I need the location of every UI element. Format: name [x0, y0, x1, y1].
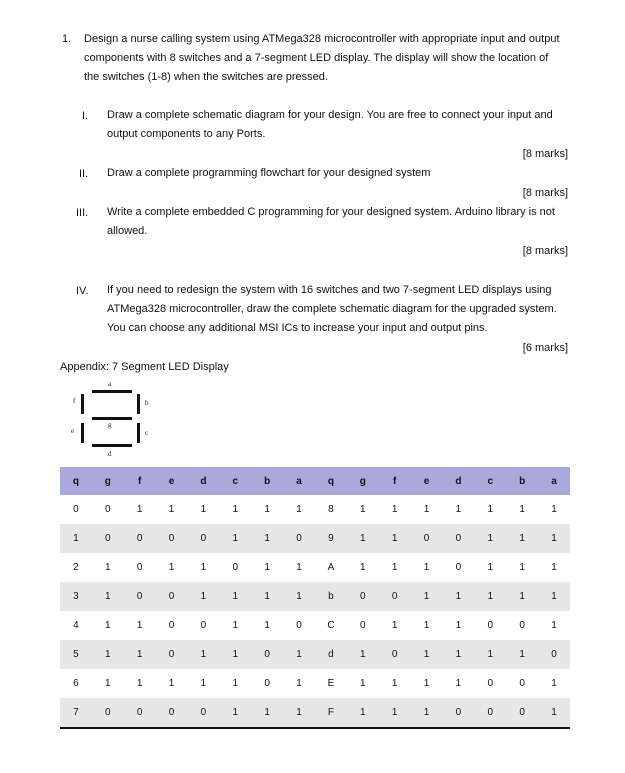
header-a-right: a — [538, 467, 570, 495]
part-iv-line-1: If you need to redesign the system with 16 switches and two 7-segment LED displays using — [107, 284, 552, 296]
table-cell: 1 — [474, 553, 506, 582]
table-cell: 1 — [538, 698, 570, 728]
table-cell: 2 — [60, 553, 92, 582]
table-cell: 0 — [283, 524, 315, 553]
table-cell: 1 — [411, 553, 443, 582]
table-cell: 7 — [60, 698, 92, 728]
appendix-title: Appendix: 7 Segment LED Display — [60, 361, 229, 373]
seven-segment-diagram — [60, 380, 170, 460]
table-cell: 1 — [411, 640, 443, 669]
header-e-right: e — [411, 467, 443, 495]
table-cell: 1 — [219, 640, 251, 669]
question-line-2: components with 8 switches and a 7-segment LED display. The display will show the location of — [84, 52, 549, 64]
header-c-left: c — [219, 467, 251, 495]
header-a-left: a — [283, 467, 315, 495]
part-iii-numeral: III. — [76, 207, 89, 219]
table-cell: F — [315, 698, 347, 728]
table-cell: 1 — [251, 698, 283, 728]
table-cell: 1 — [219, 524, 251, 553]
table-cell: 1 — [92, 669, 124, 698]
table-cell: 0 — [474, 669, 506, 698]
question-line-3: the switches (1-8) when the switches are pressed. — [84, 71, 328, 83]
table-cell: 0 — [124, 582, 156, 611]
table-cell: d — [315, 640, 347, 669]
table-cell: 1 — [443, 495, 475, 524]
header-g-left: g — [92, 467, 124, 495]
table-cell: 1 — [92, 553, 124, 582]
part-iv-line-2: ATMega328 microcontroller, draw the complete schematic diagram for the upgraded system. — [107, 303, 557, 315]
header-q-right: q — [315, 467, 347, 495]
part-iv-line-3: You can choose any additional MSI ICs to increase your input and output pins. — [107, 322, 488, 334]
table-row — [60, 611, 570, 640]
table-cell: 8 — [315, 495, 347, 524]
table-cell: 0 — [92, 495, 124, 524]
table-cell: 1 — [347, 669, 379, 698]
table-cell: 1 — [219, 495, 251, 524]
segment-label-f: f — [73, 397, 76, 405]
part-i-line-1: Draw a complete schematic diagram for your design. You are free to connect your input and — [107, 109, 553, 121]
table-cell: 0 — [156, 698, 188, 728]
part-i-marks: [8 marks] — [522, 148, 568, 160]
table-row — [60, 553, 570, 582]
table-cell: 1 — [283, 553, 315, 582]
part-i-numeral: I. — [82, 110, 89, 122]
part-i-line-2: output components to any Ports. — [107, 128, 266, 140]
seven-segment-truth-table — [60, 467, 570, 729]
table-cell: 1 — [251, 611, 283, 640]
table-cell: 9 — [315, 524, 347, 553]
segment-a — [92, 390, 132, 393]
table-cell: 1 — [538, 553, 570, 582]
table-cell: 0 — [92, 524, 124, 553]
table-cell: 1 — [92, 582, 124, 611]
table-cell: 0 — [443, 553, 475, 582]
table-cell: 1 — [188, 495, 220, 524]
table-cell: 5 — [60, 640, 92, 669]
table-cell: 1 — [283, 495, 315, 524]
table-cell: 0 — [156, 611, 188, 640]
table-cell: 1 — [124, 611, 156, 640]
header-q-left: q — [60, 467, 92, 495]
table-cell: 1 — [506, 495, 538, 524]
part-ii-marks: [8 marks] — [522, 187, 568, 199]
table-cell: 0 — [283, 611, 315, 640]
table-cell: 0 — [188, 698, 220, 728]
table-cell: A — [315, 553, 347, 582]
table-cell: 1 — [283, 582, 315, 611]
table-cell: 1 — [219, 582, 251, 611]
segment-d — [92, 444, 132, 447]
table-cell: 1 — [156, 495, 188, 524]
table-cell: 0 — [474, 611, 506, 640]
table-cell: 1 — [188, 640, 220, 669]
table-cell: 1 — [156, 553, 188, 582]
table-cell: 0 — [188, 524, 220, 553]
table-cell: 0 — [219, 553, 251, 582]
table-cell: 1 — [474, 582, 506, 611]
table-cell: 0 — [124, 698, 156, 728]
table-cell: 1 — [347, 640, 379, 669]
table-row — [60, 524, 570, 553]
table-cell: 1 — [188, 669, 220, 698]
table-cell: 0 — [443, 524, 475, 553]
segment-f — [81, 394, 84, 414]
table-row — [60, 495, 570, 524]
table-cell: E — [315, 669, 347, 698]
table-cell: 1 — [219, 611, 251, 640]
table-header-row — [60, 467, 570, 495]
part-ii-line-1: Draw a complete programming flowchart for your designed system — [107, 167, 431, 179]
table-cell: 1 — [124, 669, 156, 698]
part-iii-text — [107, 203, 569, 241]
table-cell: 0 — [92, 698, 124, 728]
header-b-right: b — [506, 467, 538, 495]
table-cell: 1 — [538, 582, 570, 611]
table-cell: 1 — [538, 611, 570, 640]
header-f-right: f — [379, 467, 411, 495]
segment-e — [81, 423, 84, 443]
part-iv-marks: [6 marks] — [522, 342, 568, 354]
table-cell: 1 — [188, 582, 220, 611]
table-cell: 1 — [156, 669, 188, 698]
table-cell: 1 — [283, 698, 315, 728]
part-ii-numeral: II. — [79, 168, 89, 180]
segment-label-e: e — [71, 427, 75, 435]
table-cell: 0 — [538, 640, 570, 669]
table-cell: 1 — [379, 698, 411, 728]
table-cell: 1 — [506, 553, 538, 582]
table-row — [60, 582, 570, 611]
table-cell: 1 — [443, 582, 475, 611]
table-cell: 1 — [347, 524, 379, 553]
table-cell: 1 — [474, 495, 506, 524]
table-cell: 3 — [60, 582, 92, 611]
table-cell: 1 — [538, 669, 570, 698]
table-cell: 0 — [124, 553, 156, 582]
table-cell: 0 — [156, 640, 188, 669]
question-line-1: Design a nurse calling system using ATMega328 microcontroller with appropriate input and output — [84, 33, 560, 45]
part-iii-line-2: allowed. — [107, 225, 148, 237]
segment-label-g: g — [108, 421, 112, 429]
question-number: 1. — [62, 33, 72, 45]
header-d-left: d — [188, 467, 220, 495]
segment-c — [137, 423, 140, 443]
table-cell: 0 — [379, 640, 411, 669]
table-cell: 1 — [411, 582, 443, 611]
table-cell: 1 — [443, 669, 475, 698]
table-cell: 1 — [411, 669, 443, 698]
table-cell: 1 — [411, 611, 443, 640]
header-b-left: b — [251, 467, 283, 495]
table-cell: 1 — [60, 524, 92, 553]
table-cell: 4 — [60, 611, 92, 640]
table-cell: 1 — [474, 640, 506, 669]
table-cell: 0 — [506, 698, 538, 728]
table-cell: 1 — [379, 524, 411, 553]
table-cell: 1 — [411, 495, 443, 524]
table-cell: 0 — [443, 698, 475, 728]
table-cell: 1 — [443, 611, 475, 640]
table-cell: 0 — [474, 698, 506, 728]
table-cell: 1 — [124, 640, 156, 669]
table-cell: 0 — [347, 611, 379, 640]
table-cell: 1 — [411, 698, 443, 728]
segment-g — [92, 417, 132, 420]
part-iii-marks: [8 marks] — [522, 245, 568, 257]
segment-label-c: c — [145, 429, 149, 437]
table-cell: 1 — [251, 524, 283, 553]
table-cell: 1 — [474, 524, 506, 553]
table-cell: 1 — [219, 698, 251, 728]
table-cell: 0 — [60, 495, 92, 524]
table-cell: 0 — [411, 524, 443, 553]
table-cell: 1 — [124, 495, 156, 524]
table-cell: 1 — [379, 611, 411, 640]
table-cell: 1 — [506, 582, 538, 611]
header-e-left: e — [156, 467, 188, 495]
table-cell: 1 — [188, 553, 220, 582]
part-ii-text — [107, 164, 569, 183]
table-cell: b — [315, 582, 347, 611]
table-cell: 1 — [283, 640, 315, 669]
header-d-right: d — [443, 467, 475, 495]
table-cell: 0 — [188, 611, 220, 640]
table-cell: 1 — [92, 611, 124, 640]
segment-label-d: d — [108, 450, 112, 458]
table-cell: 1 — [283, 669, 315, 698]
table-cell: 1 — [379, 553, 411, 582]
table-cell: 1 — [347, 495, 379, 524]
table-cell: 1 — [506, 524, 538, 553]
table-cell: 1 — [92, 640, 124, 669]
table-cell: 0 — [379, 582, 411, 611]
table-cell: 0 — [156, 582, 188, 611]
segment-b — [137, 394, 140, 414]
segment-label-b: b — [145, 399, 149, 407]
table-row — [60, 640, 570, 669]
part-iii-line-1: Write a complete embedded C programming for your designed system. Arduino library is not — [107, 206, 555, 218]
table-cell: 6 — [60, 669, 92, 698]
table-cell: 1 — [347, 553, 379, 582]
table-cell: 1 — [506, 640, 538, 669]
part-i-text — [107, 106, 569, 144]
table-cell: 1 — [538, 524, 570, 553]
header-g-right: g — [347, 467, 379, 495]
table-cell: 1 — [219, 669, 251, 698]
table-cell: 0 — [347, 582, 379, 611]
question-text — [84, 30, 574, 87]
table-cell: 0 — [251, 640, 283, 669]
segment-label-a: a — [108, 380, 112, 388]
part-iv-numeral: IV. — [76, 285, 89, 297]
table-cell: 1 — [347, 698, 379, 728]
table-cell: 1 — [379, 495, 411, 524]
table-cell: 0 — [156, 524, 188, 553]
table-row — [60, 698, 570, 728]
table-cell: 1 — [379, 669, 411, 698]
table-cell: 1 — [251, 495, 283, 524]
table-cell: C — [315, 611, 347, 640]
header-f-left: f — [124, 467, 156, 495]
table-cell: 0 — [251, 669, 283, 698]
header-c-right: c — [474, 467, 506, 495]
table-body — [60, 495, 570, 728]
table-cell: 0 — [506, 669, 538, 698]
table-cell: 1 — [251, 582, 283, 611]
part-iv-text — [107, 281, 569, 338]
table-cell: 1 — [538, 495, 570, 524]
table-cell: 0 — [506, 611, 538, 640]
table-cell: 1 — [251, 553, 283, 582]
table-cell: 0 — [124, 524, 156, 553]
table-row — [60, 669, 570, 698]
table-cell: 1 — [443, 640, 475, 669]
